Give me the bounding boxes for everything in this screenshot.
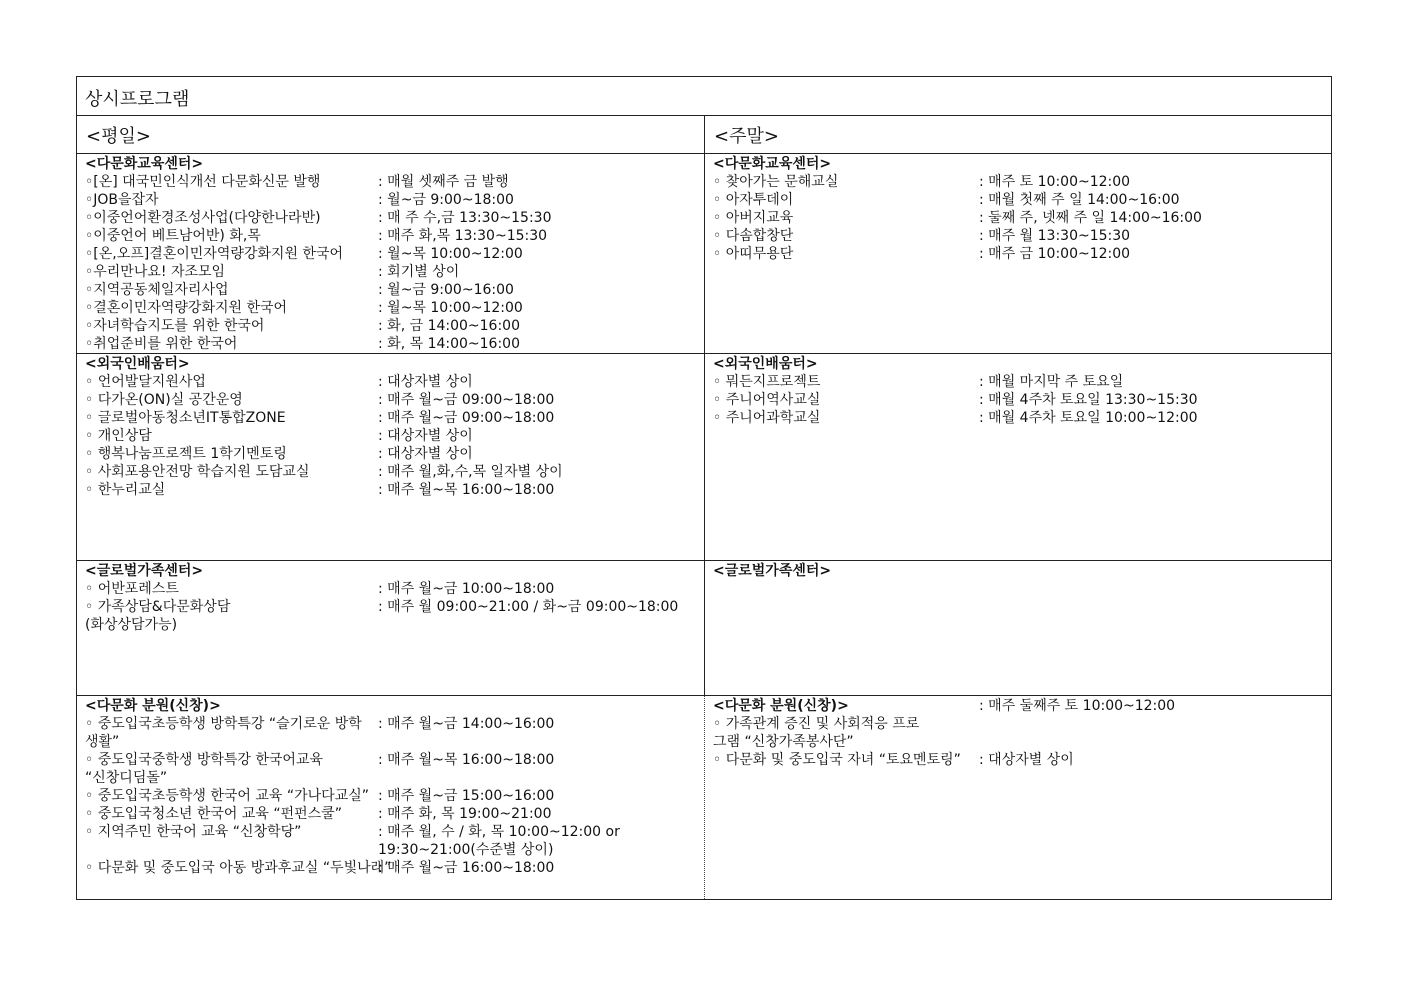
program-name: ◦ 주니어과학교실 [713,410,821,426]
weekday-header [77,116,705,153]
program-schedule: : 매주 월~금 16:00~18:00 [378,860,555,876]
weekend-cell [705,154,1331,353]
weekday-cell [77,696,705,899]
program-schedule: : 매주 금 10:00~12:00 [979,246,1131,262]
program-schedule: : 매주 월, 수 / 화, 목 10:00~12:00 or [378,824,620,840]
program-schedule: 19:30~21:00(수준별 상이) [378,842,554,858]
program-name: ◦ 다문화 및 중도입국 아동 방과후교실 “두빛나래” [85,860,392,876]
weekend-header [705,116,1331,153]
program-name: ◦ 언어발달지원사업 [85,374,206,390]
program-schedule: : 매주 월~금 15:00~16:00 [378,788,555,804]
program-schedule: : 대상자별 상이 [378,428,473,444]
program-name: ◦ 중도입국초등학생 방학특강 “슬기로운 방학 [85,716,362,732]
program-schedule: : 월~금 9:00~18:00 [378,192,514,208]
program-name: ◦ 다문화 및 중도입국 자녀 “토요멘토링” [713,752,961,768]
program-schedule: : 대상자별 상이 [378,374,473,390]
column-header-row [77,116,1331,154]
program-schedule: : 매주 월 13:30~15:30 [979,228,1131,244]
program-schedule: : 매월 마지막 주 토요일 [979,374,1124,390]
program-name: ◦ 지역주민 한국어 교육 “신창학당” [85,824,302,840]
document-title: 상시프로그램 [85,89,190,110]
section-global-family-center [77,561,1331,696]
program-name: ◦ 개인상담 [85,428,152,444]
program-schedule: : 매주 월 09:00~21:00 / 화~금 09:00~18:00 [378,599,679,615]
section-title: <다문화 분원(신창)> [85,698,221,714]
program-name: ◦ 아띠무용단 [713,246,794,262]
program-name: ◦ 가족상담&다문화상담 [85,599,231,615]
program-name: ◦우리만나요! 자조모임 [85,264,226,280]
program-name: ◦ 뭐든지프로젝트 [713,374,821,390]
program-schedule: : 매주 토 10:00~12:00 [979,174,1131,190]
weekend-header-label: <주말> [714,126,779,147]
weekend-cell [705,696,1331,899]
weekday-cell [77,154,705,353]
program-name: ◦취업준비를 위한 한국어 [85,336,238,352]
program-name: ◦ 글로벌아동청소년IT통합ZONE [85,410,286,426]
program-name: ◦자녀학습지도를 위한 한국어 [85,318,265,334]
program-name: ◦결혼이민자역량강화지원 한국어 [85,300,288,316]
program-name: ◦ 찾아가는 문해교실 [713,174,839,190]
section-title: <글로벌가족센터> [713,563,832,579]
program-schedule: : 매주 화,목 13:30~15:30 [378,228,548,244]
program-name: 그램 “신창가족봉사단” [713,734,854,750]
program-name: ◦JOB을잡자 [85,192,159,208]
program-schedule: : 대상자별 상이 [979,752,1074,768]
weekday-cell [77,354,705,560]
weekday-header-label: <평일> [86,126,151,147]
section-title: <다문화교육센터> [713,156,832,172]
program-schedule: : 매주 월~목 16:00~18:00 [378,752,555,768]
program-schedule: : 화, 금 14:00~16:00 [378,318,520,334]
section-title: <다문화 분원(신창)> [713,698,849,714]
program-schedule: : 화, 목 14:00~16:00 [378,336,520,352]
program-name: ◦ 주니어역사교실 [713,392,821,408]
program-name: ◦[온,오프]결혼이민자역량강화지원 한국어 [85,246,343,262]
program-schedule: : 매월 4주차 토요일 13:30~15:30 [979,392,1198,408]
program-schedule: : 매주 월~금 09:00~18:00 [378,410,555,426]
section-title: <글로벌가족센터> [85,563,204,579]
program-name: ◦이중언어 베트남어반) 화,목 [85,228,261,244]
program-schedule: : 월~금 9:00~16:00 [378,282,514,298]
program-schedule: : 매주 월~목 16:00~18:00 [378,482,555,498]
program-name: ◦ 아버지교육 [713,210,794,226]
program-schedule: : 매월 셋째주 금 발행 [378,174,509,190]
program-schedule: : 매월 첫째 주 일 14:00~16:00 [979,192,1180,208]
program-document [76,76,1332,900]
program-name: “신창디딤돌” [85,770,168,786]
program-name: ◦ 다가온(ON)실 공간운영 [85,392,243,408]
program-schedule: : 둘째 주, 넷째 주 일 14:00~16:00 [979,210,1202,226]
program-schedule: : 월~목 10:00~12:00 [378,300,523,316]
program-name: ◦ 중도입국청소년 한국어 교육 “펀펀스쿨” [85,806,342,822]
section-title: <외국인배움터> [85,356,190,372]
program-name: ◦ 사회포용안전망 학습지원 도담교실 [85,464,310,480]
section-title-schedule: : 매주 둘째주 토 10:00~12:00 [979,698,1176,714]
program-schedule: : 매주 월~금 10:00~18:00 [378,581,555,597]
section-title: <다문화교육센터> [85,156,204,172]
program-schedule: : 회기별 상이 [378,264,460,280]
program-schedule: : 매주 월~금 14:00~16:00 [378,716,555,732]
program-name: ◦ 가족관계 증진 및 사회적응 프로 [713,716,920,732]
program-name: ◦이중언어환경조성사업(다양한나라반) [85,210,321,226]
weekday-cell [77,561,705,695]
program-name: ◦ 한누리교실 [85,482,166,498]
program-schedule: : 매주 월~금 09:00~18:00 [378,392,555,408]
program-name: ◦ 중도입국중학생 방학특강 한국어교육 [85,752,323,768]
title-row [77,77,1331,116]
weekend-cell [705,561,1331,695]
section-sinchang-branch [77,696,1331,899]
program-name: ◦[온] 대국민인식개선 다문화신문 발행 [85,174,321,190]
program-schedule: : 매 주 수,금 13:30~15:30 [378,210,552,226]
program-name: ◦ 아자투데이 [713,192,794,208]
program-schedule: : 대상자별 상이 [378,446,473,462]
program-name: ◦ 행복나눔프로젝트 1학기멘토링 [85,446,287,462]
program-schedule: : 월~목 10:00~12:00 [378,246,523,262]
program-name: ◦ 어반포레스트 [85,581,179,597]
program-name: (화상상담가능) [85,617,178,633]
section-multicultural-education [77,154,1331,354]
program-name: ◦지역공동체일자리사업 [85,282,229,298]
weekend-cell [705,354,1331,560]
program-schedule: : 매월 4주차 토요일 10:00~12:00 [979,410,1198,426]
program-name: 생활” [85,734,120,750]
program-name: ◦ 중도입국초등학생 한국어 교육 “가나다교실” [85,788,369,804]
program-schedule: : 매주 월,화,수,목 일자별 상이 [378,464,563,480]
program-name: ◦ 다솜합창단 [713,228,794,244]
section-title: <외국인배움터> [713,356,818,372]
program-schedule: : 매주 화, 목 19:00~21:00 [378,806,552,822]
section-foreigner-learning [77,354,1331,561]
